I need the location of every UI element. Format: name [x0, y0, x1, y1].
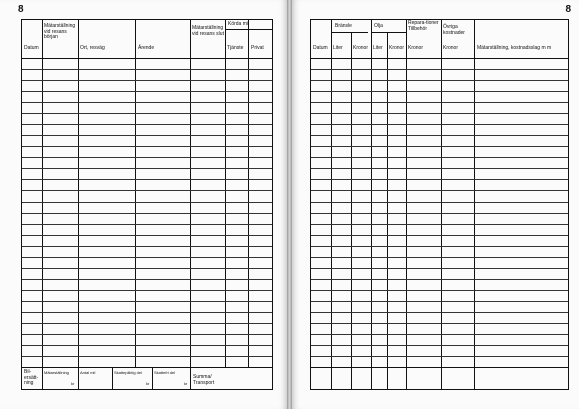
ruled-line — [22, 135, 272, 136]
header-bransle: Bränsle — [335, 23, 352, 29]
ruled-line — [311, 334, 568, 335]
ruled-line — [311, 213, 568, 214]
ruled-line — [22, 213, 272, 214]
header-tjanste: Tjänste — [227, 45, 244, 51]
ruled-line — [311, 224, 568, 225]
header-korda-mil: Körda mil — [228, 21, 250, 27]
ruled-line — [311, 135, 568, 136]
driving-log-table — [21, 19, 273, 390]
header-liter-2: Liter — [373, 45, 383, 51]
footer-summa: Summa/ Transport — [193, 374, 215, 386]
ruled-line — [311, 146, 568, 147]
ruled-line — [311, 257, 568, 258]
footer-matarstallning: Mätarställning — [44, 370, 69, 375]
ruled-line — [22, 356, 272, 357]
right-page — [292, 0, 579, 409]
ruled-line — [311, 268, 568, 269]
page-number: 8 — [18, 4, 24, 15]
ruled-line — [22, 301, 272, 302]
header-datum: Datum — [313, 45, 328, 51]
ruled-line — [22, 146, 272, 147]
header-olja: Olja — [374, 23, 383, 29]
ruled-line — [311, 345, 568, 346]
ruled-line — [311, 124, 568, 125]
ruled-line — [311, 157, 568, 158]
ruled-line — [311, 356, 568, 357]
ruled-line — [22, 202, 272, 203]
ruled-line — [311, 312, 568, 313]
ruled-line — [22, 312, 272, 313]
footer-kr-2: kr — [146, 381, 150, 386]
ruled-line — [22, 102, 272, 103]
header-ovriga: Övriga kostnader — [443, 24, 465, 36]
header-datum: Datum — [24, 45, 39, 51]
left-page — [0, 0, 287, 409]
header-privat: Privat — [251, 45, 264, 51]
ruled-line — [22, 124, 272, 125]
header-reparationer: Repara-tioner Tillbehör — [408, 20, 439, 32]
ruled-line — [22, 113, 272, 114]
ruled-line — [311, 102, 568, 103]
expense-log-table — [310, 19, 569, 390]
page-number: 8 — [565, 4, 571, 15]
footer-skattepliktig: Skattepliktig del — [114, 370, 143, 375]
ruled-line — [22, 257, 272, 258]
footer-antal-mil: Antal mil — [80, 370, 96, 375]
header-arende: Ärende — [138, 45, 155, 51]
ruled-line — [22, 345, 272, 346]
header-ort: Ort, resväg — [80, 45, 105, 51]
ruled-line — [311, 80, 568, 81]
ruled-line — [311, 168, 568, 169]
ruled-line — [22, 91, 272, 92]
header-kronor-4: Kronor — [443, 45, 459, 51]
ruled-line — [311, 279, 568, 280]
ruled-line — [22, 157, 272, 158]
ruled-line — [22, 190, 272, 191]
ruled-line — [311, 91, 568, 92]
ruled-line — [22, 69, 272, 70]
ruled-line — [311, 190, 568, 191]
ruled-line — [311, 179, 568, 180]
ruled-line — [22, 290, 272, 291]
header-kronor-3: Kronor — [408, 45, 424, 51]
header-matar-borjan: Mätarställning vid resans början — [44, 23, 76, 41]
ruled-line — [22, 246, 272, 247]
header-kronor-1: Kronor — [353, 45, 369, 51]
ruled-line — [22, 224, 272, 225]
ruled-line — [22, 323, 272, 324]
ruled-line — [311, 290, 568, 291]
ruled-line — [311, 113, 568, 114]
ruled-line — [22, 168, 272, 169]
ruled-line — [22, 279, 272, 280]
header-matarstallning: Mätarställning, kostnadsslag m m — [477, 45, 552, 51]
ruled-line — [311, 323, 568, 324]
header-kronor-2: Kronor — [389, 45, 405, 51]
ruled-line — [311, 301, 568, 302]
footer-bilersattning: Bil-ersätt-ning — [24, 369, 39, 387]
footer-skattefri: Skattefri del — [154, 370, 176, 375]
header-matar-slut: Mätarställning vid resans slut — [192, 25, 224, 37]
ruled-line — [22, 235, 272, 236]
ruled-line — [22, 80, 272, 81]
header-liter-1: Liter — [333, 45, 343, 51]
ruled-line — [22, 179, 272, 180]
ruled-line — [311, 235, 568, 236]
ruled-line — [311, 246, 568, 247]
ruled-line — [311, 69, 568, 70]
footer-kr-1: kr — [71, 381, 75, 386]
ruled-line — [22, 334, 272, 335]
ruled-line — [22, 268, 272, 269]
ruled-line — [311, 202, 568, 203]
footer-kr-3: kr — [184, 381, 188, 386]
